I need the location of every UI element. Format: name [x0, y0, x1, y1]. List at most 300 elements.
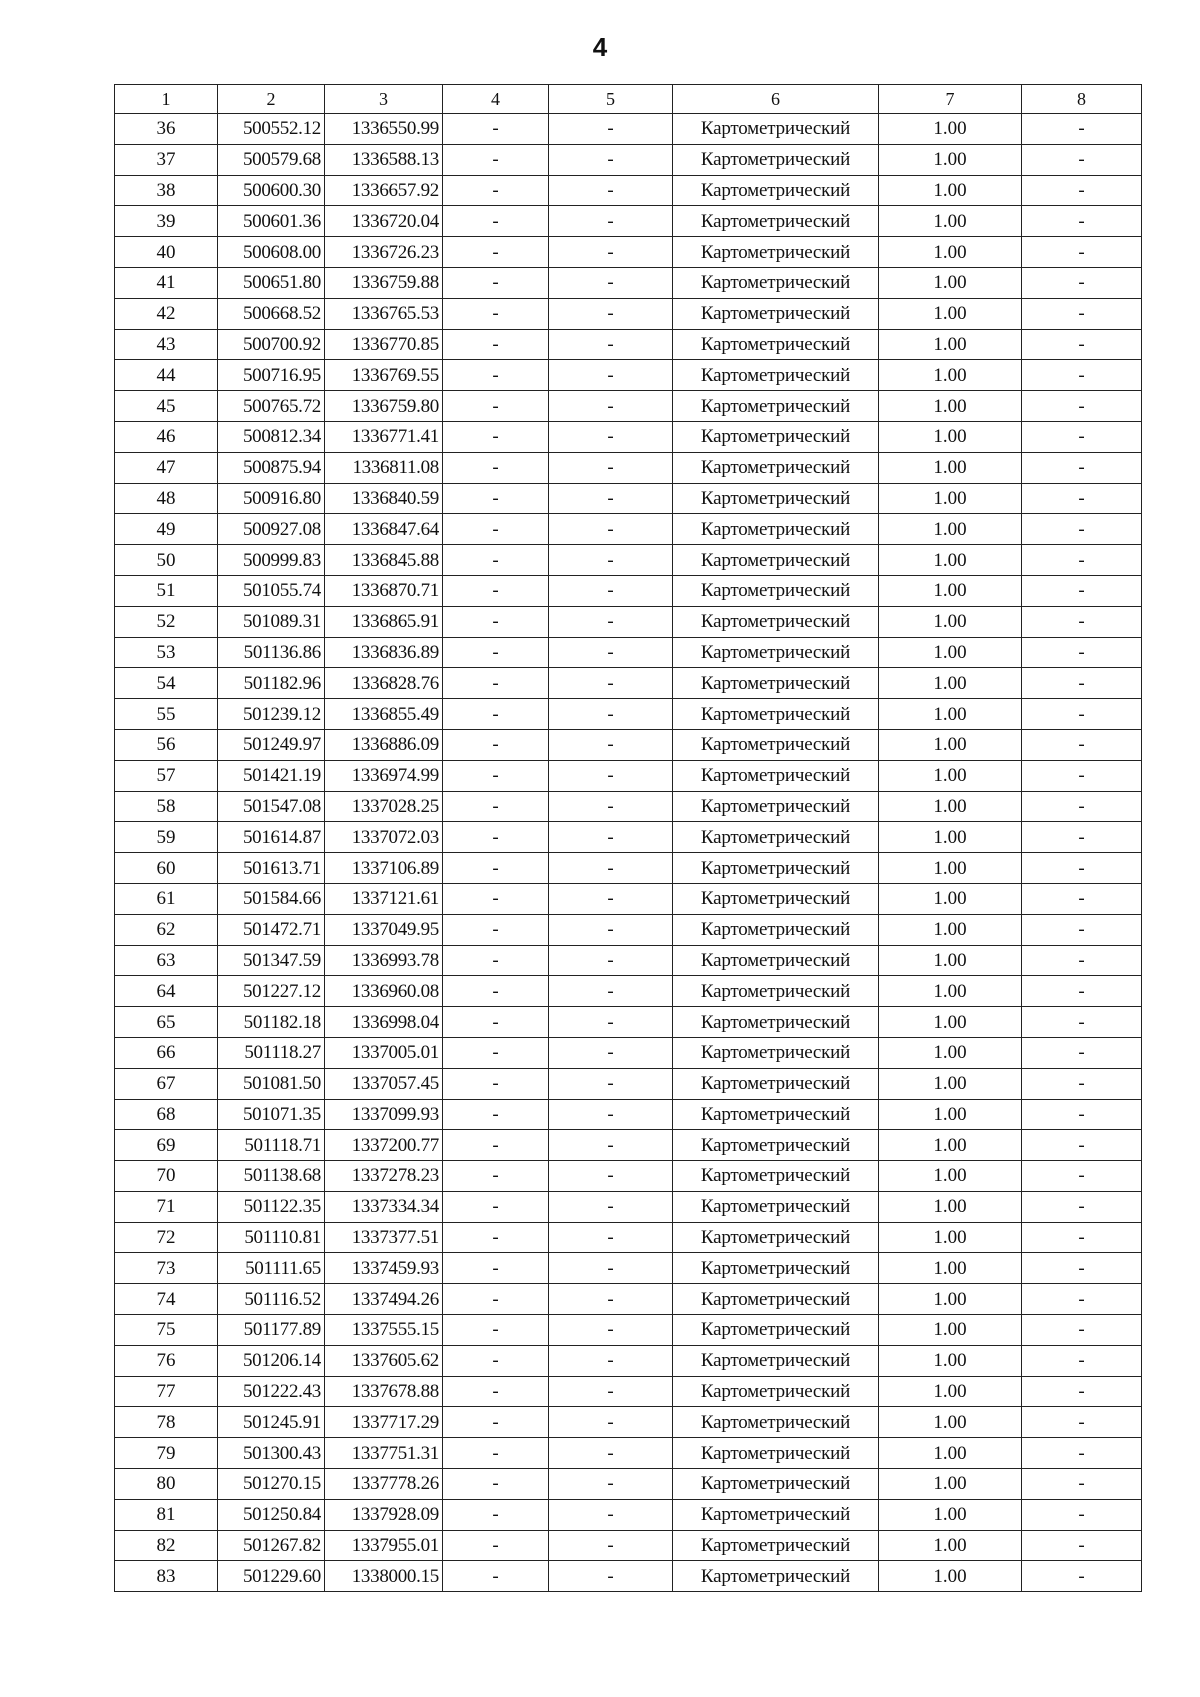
- y-coordinate-cell: 1337955.01: [325, 1530, 443, 1561]
- column-4-cell: -: [443, 421, 549, 452]
- method-cell: Картометрический: [673, 452, 879, 483]
- column-5-cell: -: [549, 1037, 673, 1068]
- column-4-cell: -: [443, 1253, 549, 1284]
- method-cell: Картометрический: [673, 1222, 879, 1253]
- method-cell: Картометрический: [673, 360, 879, 391]
- point-number-cell: 81: [115, 1499, 218, 1530]
- x-coordinate-cell: 500927.08: [218, 514, 325, 545]
- column-5-cell: -: [549, 976, 673, 1007]
- table-row: [115, 1037, 1142, 1068]
- accuracy-cell: 1.00: [879, 175, 1022, 206]
- method-cell: Картометрический: [673, 175, 879, 206]
- column-8-cell: -: [1022, 267, 1142, 298]
- accuracy-cell: 1.00: [879, 699, 1022, 730]
- accuracy-cell: 1.00: [879, 1376, 1022, 1407]
- column-8-cell: -: [1022, 1499, 1142, 1530]
- x-coordinate-cell: 501421.19: [218, 760, 325, 791]
- point-number-cell: 80: [115, 1469, 218, 1500]
- point-number-cell: 56: [115, 729, 218, 760]
- accuracy-cell: 1.00: [879, 1284, 1022, 1315]
- y-coordinate-cell: 1336847.64: [325, 514, 443, 545]
- column-5-cell: -: [549, 760, 673, 791]
- column-header: 1: [115, 85, 218, 114]
- table-row: [115, 1376, 1142, 1407]
- x-coordinate-cell: 501118.27: [218, 1037, 325, 1068]
- table-row: [115, 853, 1142, 884]
- point-number-cell: 64: [115, 976, 218, 1007]
- method-cell: Картометрический: [673, 1007, 879, 1038]
- table-row: [115, 1130, 1142, 1161]
- y-coordinate-cell: 1336588.13: [325, 144, 443, 175]
- table-row: [115, 1469, 1142, 1500]
- x-coordinate-cell: 501118.71: [218, 1130, 325, 1161]
- x-coordinate-cell: 500601.36: [218, 206, 325, 237]
- x-coordinate-cell: 500875.94: [218, 452, 325, 483]
- table-row: [115, 1222, 1142, 1253]
- y-coordinate-cell: 1336855.49: [325, 699, 443, 730]
- column-4-cell: -: [443, 729, 549, 760]
- column-4-cell: -: [443, 637, 549, 668]
- column-5-cell: -: [549, 1469, 673, 1500]
- table-row: [115, 360, 1142, 391]
- x-coordinate-cell: 500700.92: [218, 329, 325, 360]
- column-5-cell: -: [549, 298, 673, 329]
- point-number-cell: 50: [115, 545, 218, 576]
- table-row: [115, 976, 1142, 1007]
- point-number-cell: 55: [115, 699, 218, 730]
- column-4-cell: -: [443, 1161, 549, 1192]
- column-8-cell: -: [1022, 1530, 1142, 1561]
- y-coordinate-cell: 1336765.53: [325, 298, 443, 329]
- column-4-cell: -: [443, 1191, 549, 1222]
- point-number-cell: 73: [115, 1253, 218, 1284]
- method-cell: Картометрический: [673, 1469, 879, 1500]
- point-number-cell: 69: [115, 1130, 218, 1161]
- accuracy-cell: 1.00: [879, 976, 1022, 1007]
- column-5-cell: -: [549, 421, 673, 452]
- column-5-cell: -: [549, 853, 673, 884]
- column-5-cell: -: [549, 575, 673, 606]
- table-row: [115, 1099, 1142, 1130]
- accuracy-cell: 1.00: [879, 1222, 1022, 1253]
- x-coordinate-cell: 501229.60: [218, 1561, 325, 1592]
- y-coordinate-cell: 1337459.93: [325, 1253, 443, 1284]
- accuracy-cell: 1.00: [879, 853, 1022, 884]
- table-row: [115, 1407, 1142, 1438]
- table-row: [115, 237, 1142, 268]
- column-header: 4: [443, 85, 549, 114]
- method-cell: Картометрический: [673, 514, 879, 545]
- x-coordinate-cell: 501249.97: [218, 729, 325, 760]
- y-coordinate-cell: 1336759.88: [325, 267, 443, 298]
- x-coordinate-cell: 501116.52: [218, 1284, 325, 1315]
- x-coordinate-cell: 501081.50: [218, 1068, 325, 1099]
- page-number: 4: [592, 32, 608, 62]
- point-number-cell: 38: [115, 175, 218, 206]
- table-row: [115, 699, 1142, 730]
- x-coordinate-cell: 501122.35: [218, 1191, 325, 1222]
- method-cell: Картометрический: [673, 760, 879, 791]
- accuracy-cell: 1.00: [879, 1130, 1022, 1161]
- column-8-cell: -: [1022, 1099, 1142, 1130]
- y-coordinate-cell: 1336550.99: [325, 114, 443, 145]
- method-cell: Картометрический: [673, 1561, 879, 1592]
- column-4-cell: -: [443, 1068, 549, 1099]
- column-5-cell: -: [549, 791, 673, 822]
- point-number-cell: 76: [115, 1345, 218, 1376]
- table-row: [115, 822, 1142, 853]
- method-cell: Картометрический: [673, 1315, 879, 1346]
- method-cell: Картометрический: [673, 1161, 879, 1192]
- column-5-cell: -: [549, 206, 673, 237]
- column-5-cell: -: [549, 1007, 673, 1038]
- x-coordinate-cell: 501584.66: [218, 883, 325, 914]
- table-row: [115, 421, 1142, 452]
- method-cell: Картометрический: [673, 237, 879, 268]
- accuracy-cell: 1.00: [879, 1407, 1022, 1438]
- column-5-cell: -: [549, 1407, 673, 1438]
- column-8-cell: -: [1022, 144, 1142, 175]
- point-number-cell: 49: [115, 514, 218, 545]
- point-number-cell: 66: [115, 1037, 218, 1068]
- table-row: [115, 144, 1142, 175]
- method-cell: Картометрический: [673, 329, 879, 360]
- point-number-cell: 48: [115, 483, 218, 514]
- y-coordinate-cell: 1336960.08: [325, 976, 443, 1007]
- point-number-cell: 83: [115, 1561, 218, 1592]
- column-8-cell: -: [1022, 1253, 1142, 1284]
- x-coordinate-cell: 501206.14: [218, 1345, 325, 1376]
- accuracy-cell: 1.00: [879, 760, 1022, 791]
- table-row: [115, 1530, 1142, 1561]
- point-number-cell: 46: [115, 421, 218, 452]
- column-5-cell: -: [549, 267, 673, 298]
- x-coordinate-cell: 501270.15: [218, 1469, 325, 1500]
- column-4-cell: -: [443, 914, 549, 945]
- table-row: [115, 729, 1142, 760]
- method-cell: Картометрический: [673, 668, 879, 699]
- x-coordinate-cell: 500716.95: [218, 360, 325, 391]
- column-8-cell: -: [1022, 914, 1142, 945]
- table-row: [115, 1315, 1142, 1346]
- column-5-cell: -: [549, 914, 673, 945]
- column-8-cell: -: [1022, 606, 1142, 637]
- accuracy-cell: 1.00: [879, 114, 1022, 145]
- y-coordinate-cell: 1337099.93: [325, 1099, 443, 1130]
- column-8-cell: -: [1022, 1469, 1142, 1500]
- accuracy-cell: 1.00: [879, 791, 1022, 822]
- x-coordinate-cell: 501089.31: [218, 606, 325, 637]
- column-5-cell: -: [549, 1191, 673, 1222]
- column-5-cell: -: [549, 175, 673, 206]
- column-8-cell: -: [1022, 1315, 1142, 1346]
- accuracy-cell: 1.00: [879, 144, 1022, 175]
- column-header: 3: [325, 85, 443, 114]
- column-4-cell: -: [443, 329, 549, 360]
- y-coordinate-cell: 1337717.29: [325, 1407, 443, 1438]
- column-5-cell: -: [549, 606, 673, 637]
- column-4-cell: -: [443, 1345, 549, 1376]
- column-8-cell: -: [1022, 206, 1142, 237]
- point-number-cell: 52: [115, 606, 218, 637]
- accuracy-cell: 1.00: [879, 206, 1022, 237]
- accuracy-cell: 1.00: [879, 945, 1022, 976]
- accuracy-cell: 1.00: [879, 575, 1022, 606]
- y-coordinate-cell: 1336886.09: [325, 729, 443, 760]
- accuracy-cell: 1.00: [879, 883, 1022, 914]
- y-coordinate-cell: 1337605.62: [325, 1345, 443, 1376]
- column-5-cell: -: [549, 114, 673, 145]
- x-coordinate-cell: 500812.34: [218, 421, 325, 452]
- column-4-cell: -: [443, 1007, 549, 1038]
- column-8-cell: -: [1022, 329, 1142, 360]
- point-number-cell: 53: [115, 637, 218, 668]
- column-8-cell: -: [1022, 421, 1142, 452]
- method-cell: Картометрический: [673, 1068, 879, 1099]
- method-cell: Картометрический: [673, 114, 879, 145]
- column-8-cell: -: [1022, 175, 1142, 206]
- column-8-cell: -: [1022, 1561, 1142, 1592]
- column-4-cell: -: [443, 1530, 549, 1561]
- column-8-cell: -: [1022, 1222, 1142, 1253]
- column-8-cell: -: [1022, 1068, 1142, 1099]
- y-coordinate-cell: 1336845.88: [325, 545, 443, 576]
- column-4-cell: -: [443, 114, 549, 145]
- point-number-cell: 43: [115, 329, 218, 360]
- column-8-cell: -: [1022, 391, 1142, 422]
- x-coordinate-cell: 501111.65: [218, 1253, 325, 1284]
- point-number-cell: 74: [115, 1284, 218, 1315]
- column-8-cell: -: [1022, 575, 1142, 606]
- column-4-cell: -: [443, 1284, 549, 1315]
- method-cell: Картометрический: [673, 545, 879, 576]
- method-cell: Картометрический: [673, 637, 879, 668]
- column-8-cell: -: [1022, 883, 1142, 914]
- y-coordinate-cell: 1336759.80: [325, 391, 443, 422]
- point-number-cell: 47: [115, 452, 218, 483]
- point-number-cell: 71: [115, 1191, 218, 1222]
- column-4-cell: -: [443, 1130, 549, 1161]
- column-8-cell: -: [1022, 1376, 1142, 1407]
- column-8-cell: -: [1022, 1191, 1142, 1222]
- column-4-cell: -: [443, 298, 549, 329]
- column-5-cell: -: [549, 452, 673, 483]
- x-coordinate-cell: 501136.86: [218, 637, 325, 668]
- method-cell: Картометрический: [673, 822, 879, 853]
- method-cell: Картометрический: [673, 1130, 879, 1161]
- column-5-cell: -: [549, 1315, 673, 1346]
- table-row: [115, 514, 1142, 545]
- y-coordinate-cell: 1337200.77: [325, 1130, 443, 1161]
- x-coordinate-cell: 501222.43: [218, 1376, 325, 1407]
- y-coordinate-cell: 1337028.25: [325, 791, 443, 822]
- accuracy-cell: 1.00: [879, 1345, 1022, 1376]
- x-coordinate-cell: 501347.59: [218, 945, 325, 976]
- y-coordinate-cell: 1336657.92: [325, 175, 443, 206]
- accuracy-cell: 1.00: [879, 360, 1022, 391]
- y-coordinate-cell: 1337334.34: [325, 1191, 443, 1222]
- point-number-cell: 72: [115, 1222, 218, 1253]
- x-coordinate-cell: 500999.83: [218, 545, 325, 576]
- table-row: [115, 606, 1142, 637]
- accuracy-cell: 1.00: [879, 1253, 1022, 1284]
- x-coordinate-cell: 500600.30: [218, 175, 325, 206]
- accuracy-cell: 1.00: [879, 1438, 1022, 1469]
- accuracy-cell: 1.00: [879, 237, 1022, 268]
- accuracy-cell: 1.00: [879, 1037, 1022, 1068]
- column-4-cell: -: [443, 1561, 549, 1592]
- column-5-cell: -: [549, 1530, 673, 1561]
- x-coordinate-cell: 501267.82: [218, 1530, 325, 1561]
- column-5-cell: -: [549, 1068, 673, 1099]
- column-8-cell: -: [1022, 545, 1142, 576]
- accuracy-cell: 1.00: [879, 637, 1022, 668]
- table-row: [115, 1068, 1142, 1099]
- point-number-cell: 42: [115, 298, 218, 329]
- point-number-cell: 79: [115, 1438, 218, 1469]
- point-number-cell: 45: [115, 391, 218, 422]
- column-5-cell: -: [549, 637, 673, 668]
- table-row: [115, 483, 1142, 514]
- accuracy-cell: 1.00: [879, 1161, 1022, 1192]
- method-cell: Картометрический: [673, 575, 879, 606]
- point-number-cell: 51: [115, 575, 218, 606]
- y-coordinate-cell: 1337106.89: [325, 853, 443, 884]
- column-4-cell: -: [443, 699, 549, 730]
- accuracy-cell: 1.00: [879, 1315, 1022, 1346]
- table-row: [115, 329, 1142, 360]
- table-row: [115, 1191, 1142, 1222]
- table-row: [115, 1161, 1142, 1192]
- point-number-cell: 62: [115, 914, 218, 945]
- y-coordinate-cell: 1337494.26: [325, 1284, 443, 1315]
- accuracy-cell: 1.00: [879, 1469, 1022, 1500]
- column-4-cell: -: [443, 144, 549, 175]
- column-4-cell: -: [443, 791, 549, 822]
- y-coordinate-cell: 1336720.04: [325, 206, 443, 237]
- accuracy-cell: 1.00: [879, 452, 1022, 483]
- table-row: [115, 883, 1142, 914]
- y-coordinate-cell: 1337278.23: [325, 1161, 443, 1192]
- column-4-cell: -: [443, 1315, 549, 1346]
- x-coordinate-cell: 501250.84: [218, 1499, 325, 1530]
- y-coordinate-cell: 1336998.04: [325, 1007, 443, 1038]
- y-coordinate-cell: 1336770.85: [325, 329, 443, 360]
- table-body: [115, 85, 1142, 1592]
- table-row: [115, 760, 1142, 791]
- method-cell: Картометрический: [673, 1499, 879, 1530]
- column-header: 6: [673, 85, 879, 114]
- y-coordinate-cell: 1337121.61: [325, 883, 443, 914]
- method-cell: Картометрический: [673, 1253, 879, 1284]
- table-row: [115, 914, 1142, 945]
- accuracy-cell: 1.00: [879, 1191, 1022, 1222]
- column-5-cell: -: [549, 1130, 673, 1161]
- column-4-cell: -: [443, 1222, 549, 1253]
- y-coordinate-cell: 1336974.99: [325, 760, 443, 791]
- table-row: [115, 1438, 1142, 1469]
- accuracy-cell: 1.00: [879, 668, 1022, 699]
- column-5-cell: -: [549, 883, 673, 914]
- accuracy-cell: 1.00: [879, 421, 1022, 452]
- column-8-cell: -: [1022, 945, 1142, 976]
- point-number-cell: 57: [115, 760, 218, 791]
- y-coordinate-cell: 1337778.26: [325, 1469, 443, 1500]
- column-5-cell: -: [549, 1561, 673, 1592]
- point-number-cell: 65: [115, 1007, 218, 1038]
- x-coordinate-cell: 501071.35: [218, 1099, 325, 1130]
- accuracy-cell: 1.00: [879, 545, 1022, 576]
- method-cell: Картометрический: [673, 853, 879, 884]
- x-coordinate-cell: 500765.72: [218, 391, 325, 422]
- y-coordinate-cell: 1336993.78: [325, 945, 443, 976]
- point-number-cell: 44: [115, 360, 218, 391]
- column-header: 5: [549, 85, 673, 114]
- column-5-cell: -: [549, 1345, 673, 1376]
- table-row: [115, 298, 1142, 329]
- point-number-cell: 54: [115, 668, 218, 699]
- table-row: [115, 575, 1142, 606]
- point-number-cell: 75: [115, 1315, 218, 1346]
- x-coordinate-cell: 501182.18: [218, 1007, 325, 1038]
- point-number-cell: 78: [115, 1407, 218, 1438]
- column-8-cell: -: [1022, 452, 1142, 483]
- column-5-cell: -: [549, 514, 673, 545]
- x-coordinate-cell: 500579.68: [218, 144, 325, 175]
- point-number-cell: 37: [115, 144, 218, 175]
- y-coordinate-cell: 1336870.71: [325, 575, 443, 606]
- column-4-cell: -: [443, 853, 549, 884]
- method-cell: Картометрический: [673, 729, 879, 760]
- method-cell: Картометрический: [673, 1530, 879, 1561]
- column-8-cell: -: [1022, 853, 1142, 884]
- method-cell: Картометрический: [673, 976, 879, 1007]
- table-row: [115, 114, 1142, 145]
- method-cell: Картометрический: [673, 606, 879, 637]
- y-coordinate-cell: 1336836.89: [325, 637, 443, 668]
- y-coordinate-cell: 1337049.95: [325, 914, 443, 945]
- column-4-cell: -: [443, 237, 549, 268]
- accuracy-cell: 1.00: [879, 329, 1022, 360]
- y-coordinate-cell: 1336840.59: [325, 483, 443, 514]
- x-coordinate-cell: 501177.89: [218, 1315, 325, 1346]
- method-cell: Картометрический: [673, 206, 879, 237]
- column-4-cell: -: [443, 760, 549, 791]
- x-coordinate-cell: 501227.12: [218, 976, 325, 1007]
- column-4-cell: -: [443, 1099, 549, 1130]
- column-5-cell: -: [549, 360, 673, 391]
- point-number-cell: 70: [115, 1161, 218, 1192]
- column-4-cell: -: [443, 391, 549, 422]
- column-4-cell: -: [443, 175, 549, 206]
- column-8-cell: -: [1022, 1345, 1142, 1376]
- column-5-cell: -: [549, 1284, 673, 1315]
- column-4-cell: -: [443, 883, 549, 914]
- column-4-cell: -: [443, 514, 549, 545]
- column-5-cell: -: [549, 822, 673, 853]
- table-row: [115, 668, 1142, 699]
- coordinates-table: [114, 84, 1142, 1592]
- y-coordinate-cell: 1337057.45: [325, 1068, 443, 1099]
- column-5-cell: -: [549, 1222, 673, 1253]
- column-4-cell: -: [443, 1376, 549, 1407]
- accuracy-cell: 1.00: [879, 1099, 1022, 1130]
- column-8-cell: -: [1022, 1037, 1142, 1068]
- x-coordinate-cell: 501055.74: [218, 575, 325, 606]
- accuracy-cell: 1.00: [879, 822, 1022, 853]
- y-coordinate-cell: 1337072.03: [325, 822, 443, 853]
- x-coordinate-cell: 501110.81: [218, 1222, 325, 1253]
